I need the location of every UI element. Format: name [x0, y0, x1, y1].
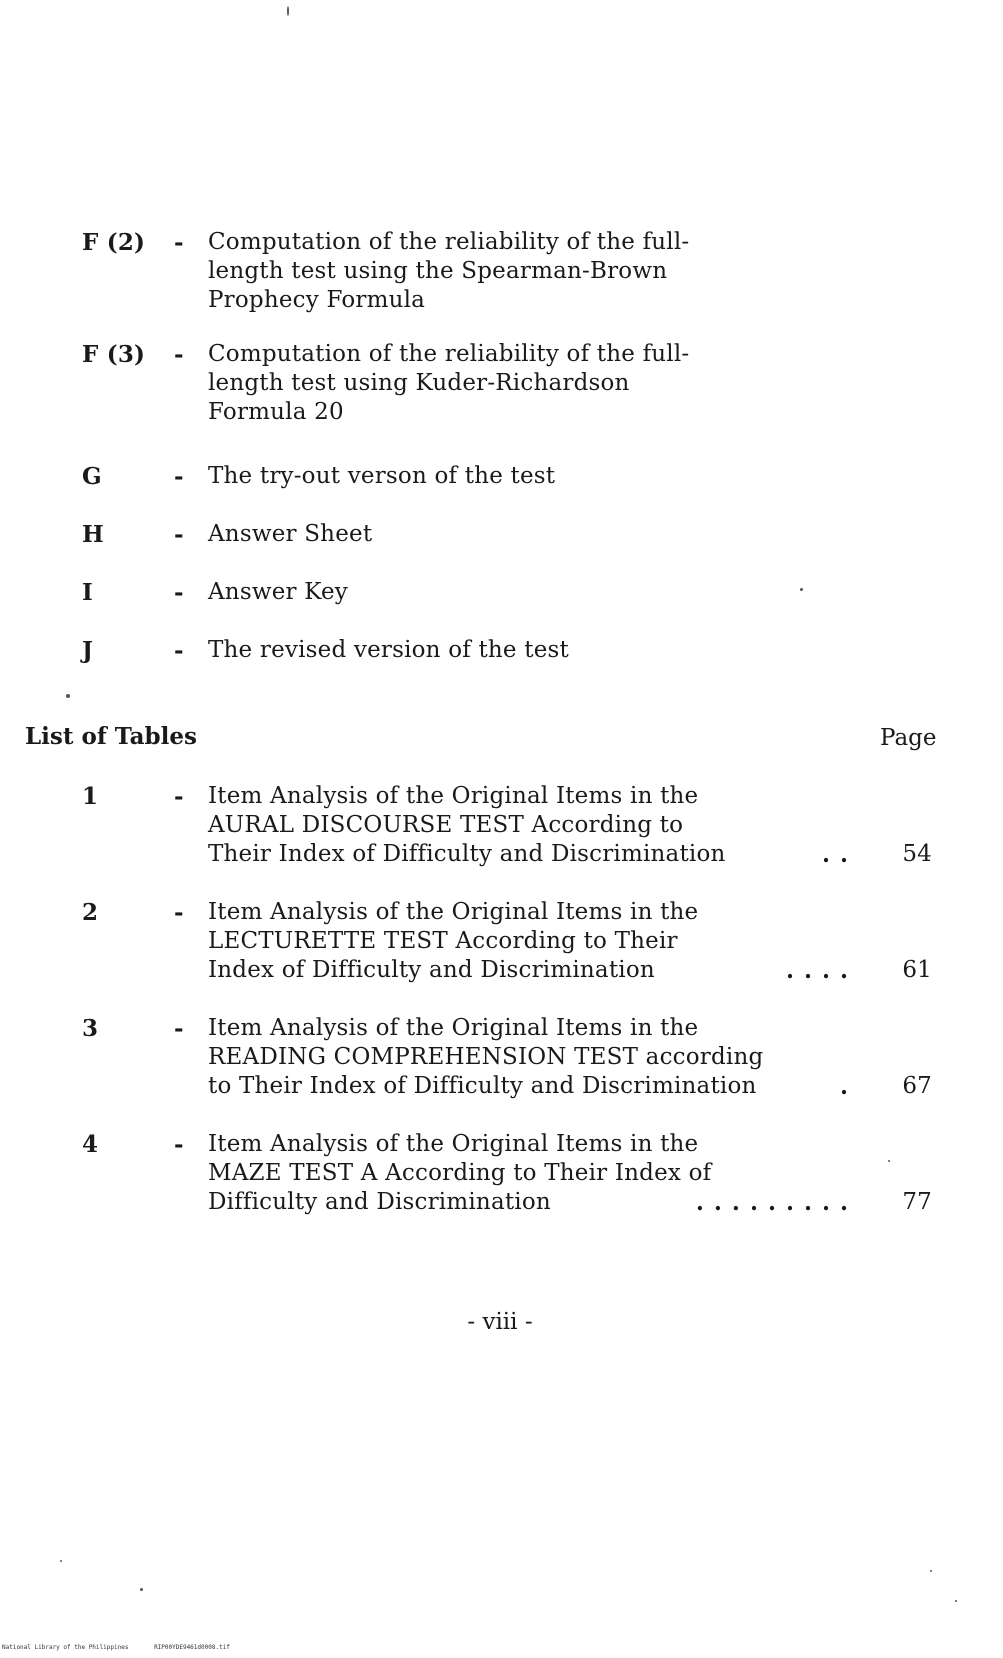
description-line: Item Analysis of the Original Items in the: [208, 783, 699, 809]
dot-leaders: ....: [785, 957, 858, 984]
appendix-description: [208, 340, 768, 427]
description-line: Prophecy Formula: [208, 287, 426, 313]
entry-dash: -: [174, 1131, 184, 1158]
scan-speck: [955, 1600, 957, 1602]
scan-speck: [930, 1570, 932, 1572]
appendix-description: [208, 520, 768, 549]
table-number: 4: [82, 1131, 99, 1158]
appendix-description: [208, 462, 768, 491]
description-line: READING COMPREHENSION TEST according: [208, 1044, 764, 1070]
table-entry: [82, 782, 942, 872]
appendix-entry: [82, 578, 782, 608]
page-number: 77: [902, 1189, 932, 1215]
appendix-code: J: [82, 637, 94, 664]
appendix-entry: [82, 636, 782, 666]
appendix-description: [208, 578, 768, 607]
entry-dash: -: [174, 899, 184, 926]
description-line: Formula 20: [208, 399, 344, 425]
table-entry: [82, 1014, 942, 1104]
scan-speck: [66, 694, 70, 698]
description-line: Computation of the reliability of the full-: [208, 229, 690, 255]
appendix-code: G: [82, 463, 102, 490]
table-number: 1: [82, 783, 99, 810]
table-number: 2: [82, 899, 99, 926]
description-line: Their Index of Difficulty and Discrimination: [208, 841, 726, 867]
scan-speck: [60, 1560, 62, 1562]
scan-footer: [2, 1644, 230, 1652]
entry-dash: -: [174, 1015, 184, 1042]
entry-dash: -: [174, 341, 184, 368]
page-folio: - viii -: [467, 1309, 533, 1335]
description-line: Answer Key: [208, 579, 348, 605]
scan-speck: [888, 1160, 890, 1162]
description-line: Item Analysis of the Original Items in the: [208, 1015, 699, 1041]
appendix-code: F (3): [82, 341, 146, 368]
dot-leaders: .........: [695, 1189, 858, 1216]
entry-dash: -: [174, 579, 184, 606]
appendix-entry: [82, 228, 782, 318]
entry-dash: -: [174, 229, 184, 256]
appendix-entry: [82, 520, 782, 550]
table-entry: [82, 1130, 942, 1220]
appendix-description: [208, 228, 768, 315]
description-line: The revised version of the test: [208, 637, 569, 663]
appendix-code: H: [82, 521, 104, 548]
entry-dash: -: [174, 637, 184, 664]
description-line: AURAL DISCOURSE TEST According to: [208, 812, 684, 838]
table-description: [208, 1014, 768, 1101]
entry-dash: -: [174, 463, 184, 490]
appendix-entry: [82, 462, 782, 492]
description-line: length test using the Spearman-Brown: [208, 258, 668, 284]
description-line: to Their Index of Difficulty and Discrimination: [208, 1073, 757, 1099]
table-entry: [82, 898, 942, 988]
list-of-tables-heading: List of Tables: [25, 723, 197, 750]
page-number: 61: [902, 957, 932, 983]
page-number: 54: [902, 841, 932, 867]
description-line: Difficulty and Discrimination: [208, 1189, 551, 1215]
description-line: LECTURETTE TEST According to Their: [208, 928, 678, 954]
appendix-description: [208, 636, 768, 665]
appendix-code: I: [82, 579, 93, 606]
table-number: 3: [82, 1015, 99, 1042]
table-description: [208, 782, 768, 869]
description-line: Computation of the reliability of the full-: [208, 341, 690, 367]
description-line: Item Analysis of the Original Items in the: [208, 899, 699, 925]
page-column-header: Page: [880, 725, 937, 751]
description-line: length test using Kuder-Richardson: [208, 370, 630, 396]
entry-dash: -: [174, 783, 184, 810]
dot-leaders: ..: [821, 841, 858, 868]
description-line: The try-out verson of the test: [208, 463, 556, 489]
description-line: Index of Difficulty and Discrimination: [208, 957, 655, 983]
table-description: [208, 898, 768, 985]
description-line: Item Analysis of the Original Items in the: [208, 1131, 699, 1157]
description-line: MAZE TEST A According to Their Index of: [208, 1160, 712, 1186]
footer-library: National Library of the Philippines: [2, 1644, 129, 1651]
scan-speck: [800, 588, 803, 591]
footer-file-id: RIP00YDE9461d0008.tif: [154, 1644, 230, 1651]
appendix-code: F (2): [82, 229, 146, 256]
scan-speck: [140, 1588, 143, 1591]
page-number: 67: [902, 1073, 932, 1099]
description-line: Answer Sheet: [208, 521, 373, 547]
entry-dash: -: [174, 521, 184, 548]
scan-speck: [287, 6, 289, 16]
appendix-entry: [82, 340, 782, 430]
dot-leaders: .: [839, 1073, 858, 1100]
